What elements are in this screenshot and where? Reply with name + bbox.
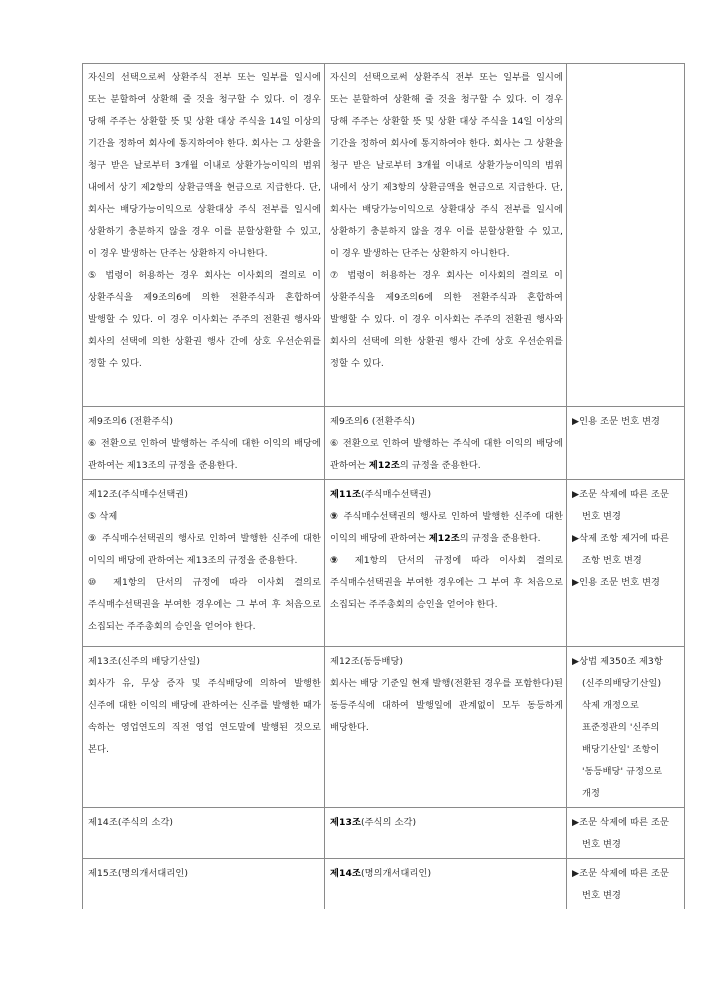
article-title-rest: (명의개서대리인): [360, 868, 432, 879]
old-text-cell: [83, 480, 325, 647]
article-title: [330, 484, 563, 506]
old-paragraph: 회사가 유, 무상 증자 및 주식배당에 의하여 발행한 신주에 대한 이익의 배당에 관하여는 신주를 발행한 때가 속하는 영업연도의 직전 영업 연도말에 발행된 것으로 본다.: [88, 678, 321, 755]
change-note: ▶인용 조문 번호 변경: [572, 416, 661, 427]
new-paragraph: [330, 506, 563, 550]
changed-reference: 제12조: [368, 460, 400, 471]
note-cell: [567, 808, 685, 859]
note-cell: [567, 859, 685, 910]
article-title: [330, 812, 563, 834]
old-text-cell: [83, 64, 325, 407]
new-text-part: 제1항의 단서의 규정에 따라 이사회 결의로 주식매수선택권을 부여한 경우에는 그 부여 후 처음으로 소집되는 주주총회의 승인을 얻어야 한다.: [330, 555, 563, 610]
note-cell: [567, 407, 685, 480]
new-text-cell: [325, 859, 567, 910]
article-title: 제13조(신주의 배당기산일): [88, 656, 201, 667]
old-paragraph: ⑤ 법령이 허용하는 경우 회사는 이사회의 결의로 이 상환주식을 제9조의6에 의한 전환주식과 혼합하여 발행할 수 있다. 이 경우 이사회는 주주의 전환권 행사와 회사의 선택에 의한 상환권 행사 간에 상호 우선순위를 정할 수 있다.: [88, 270, 321, 369]
new-text-cell: [325, 647, 567, 808]
new-paragraph: 회사는 배당 기준일 현재 발행(전환된 경우를 포함한다)된 동등주식에 대하여 발행일에 관계없이 모두 동등하게 배당한다.: [330, 678, 563, 733]
table-row: [83, 859, 685, 910]
change-note: ▶조문 삭제에 따른 조문 번호 변경: [572, 489, 670, 522]
change-note: ▶조문 삭제에 따른 조문 번호 변경: [572, 868, 670, 901]
article-title: 제9조의6 (전환주식): [88, 416, 174, 427]
new-paragraph: 자신의 선택으로써 상환주식 전부 또는 일부를 일시에 또는 분할하여 상환해 줄 것을 청구할 수 있다. 이 경우 당해 주주는 상환할 뜻 및 상환 대상 주식을 14일 이상의 기간을 정하여 회사에 통지하여야 한다. 회사는 그 상환을 청구 받은 날로부터 3개월 이내로 상환가능이익의 범위 내에서 상기 제3항의 상환금액을 현금으로 지급한다. 단, 회사는 배당가능이익으로 상환대상 주식 전부를 일시에 상환하기 충분하지 않을 경우 이를 분할상환할 수 있고, 이 경우 발생하는 단주는 상환하지 아니한다.: [330, 72, 563, 259]
change-note: ▶조문 삭제에 따른 조문 번호 변경: [572, 817, 670, 850]
change-note: ▶상법 제350조 제3항(신주의배당기산일) 삭제 개정으로 표준정관의 '신주의 배당기산일' 조항이 '동등배당' 규정으로 개정: [572, 656, 663, 799]
article-title: 제12조(주식매수선택권): [88, 489, 189, 500]
new-text-part: 주식매수선택권의 행사로 인하여 발행한 신주에 대한 이익의 배당에 관하여는: [330, 511, 563, 544]
changed-reference: 제12조: [428, 533, 460, 544]
new-text-cell: [325, 64, 567, 407]
new-text-cell: [325, 808, 567, 859]
change-note: ▶삭제 조항 제거에 따른 조항 번호 변경: [572, 533, 670, 566]
note-cell: [567, 647, 685, 808]
new-text-part: ⑥ 전환으로 인하여 발행하는 주식에 대한 이익의 배당에 관하여는: [330, 438, 563, 471]
old-text-cell: [83, 407, 325, 480]
new-paragraph: ⑦ 법령이 허용하는 경우 회사는 이사회의 결의로 이 상환주식을 제9조의6에 의한 전환주식과 혼합하여 발행할 수 있다. 이 경우 이사회는 주주의 전환권 행사와 회사의 선택에 의한 상환권 행사 간에 상호 우선순위를 정할 수 있다.: [330, 270, 563, 369]
new-paragraph: [330, 550, 563, 616]
new-text-part: 의 규정을 준용한다.: [459, 533, 541, 544]
new-text-cell: [325, 407, 567, 480]
article-title: [330, 863, 563, 885]
table-row: [83, 647, 685, 808]
changed-clause-mark: ⑨: [330, 555, 345, 566]
old-paragraph: ⑥ 전환으로 인하여 발행하는 주식에 대한 이익의 배당에 관하여는 제13조의 규정을 준용한다.: [88, 438, 321, 471]
article-title-rest: (주식의 소각): [360, 817, 417, 828]
article-title: 제9조의6 (전환주식): [330, 416, 416, 427]
article-title: 제14조(주식의 소각): [88, 817, 174, 828]
article-title: 제15조(명의개서대리인): [88, 868, 189, 879]
changed-article-number: 제14조: [330, 868, 361, 879]
old-paragraph: 자신의 선택으로써 상환주식 전부 또는 일부를 일시에 또는 분할하여 상환해 줄 것을 청구할 수 있다. 이 경우 당해 주주는 상환할 뜻 및 상환 대상 주식을 14일 이상의 기간을 정하여 회사에 통지하여야 한다. 회사는 그 상환을 청구 받은 날로부터 3개월 이내로 상환가능이익의 범위 내에서 상기 제2항의 상환금액을 현금으로 지급한다. 단, 회사는 배당가능이익으로 상환대상 주식 전부를 일시에 상환하기 충분하지 않을 경우 이를 분할상환할 수 있고, 이 경우 발생하는 단주는 상환하지 아니한다.: [88, 72, 321, 259]
article-title-rest: (주식매수선택권): [360, 489, 432, 500]
old-text-cell: [83, 859, 325, 910]
old-paragraph: ⑩ 제1항의 단서의 규정에 따라 이사회 결의로 주식매수선택권을 부여한 경우에는 그 부여 후 처음으로 소집되는 주주총회의 승인을 얻어야 한다.: [88, 577, 321, 632]
table-row: [83, 480, 685, 647]
changed-article-number: 제13조: [330, 817, 361, 828]
articles-comparison-table: [82, 63, 685, 909]
table-row: [83, 808, 685, 859]
change-note: ▶인용 조문 번호 변경: [572, 577, 661, 588]
old-paragraph: ⑤ 삭제: [88, 511, 118, 522]
new-text-part: 의 규정을 준용한다.: [399, 460, 481, 471]
new-paragraph: [330, 433, 563, 477]
table-row: [83, 407, 685, 480]
article-title: 제12조(동등배당): [330, 656, 404, 667]
old-paragraph: ⑨ 주식매수선택권의 행사로 인하여 발행한 신주에 대한 이익의 배당에 관하여는 제13조의 규정을 준용한다.: [88, 533, 321, 566]
note-cell: [567, 480, 685, 647]
note-cell: [567, 64, 685, 407]
old-text-cell: [83, 808, 325, 859]
table-row: [83, 64, 685, 407]
old-text-cell: [83, 647, 325, 808]
new-text-cell: [325, 480, 567, 647]
changed-article-number: 제11조: [330, 489, 361, 500]
changed-clause-mark: ⑨: [330, 511, 340, 522]
